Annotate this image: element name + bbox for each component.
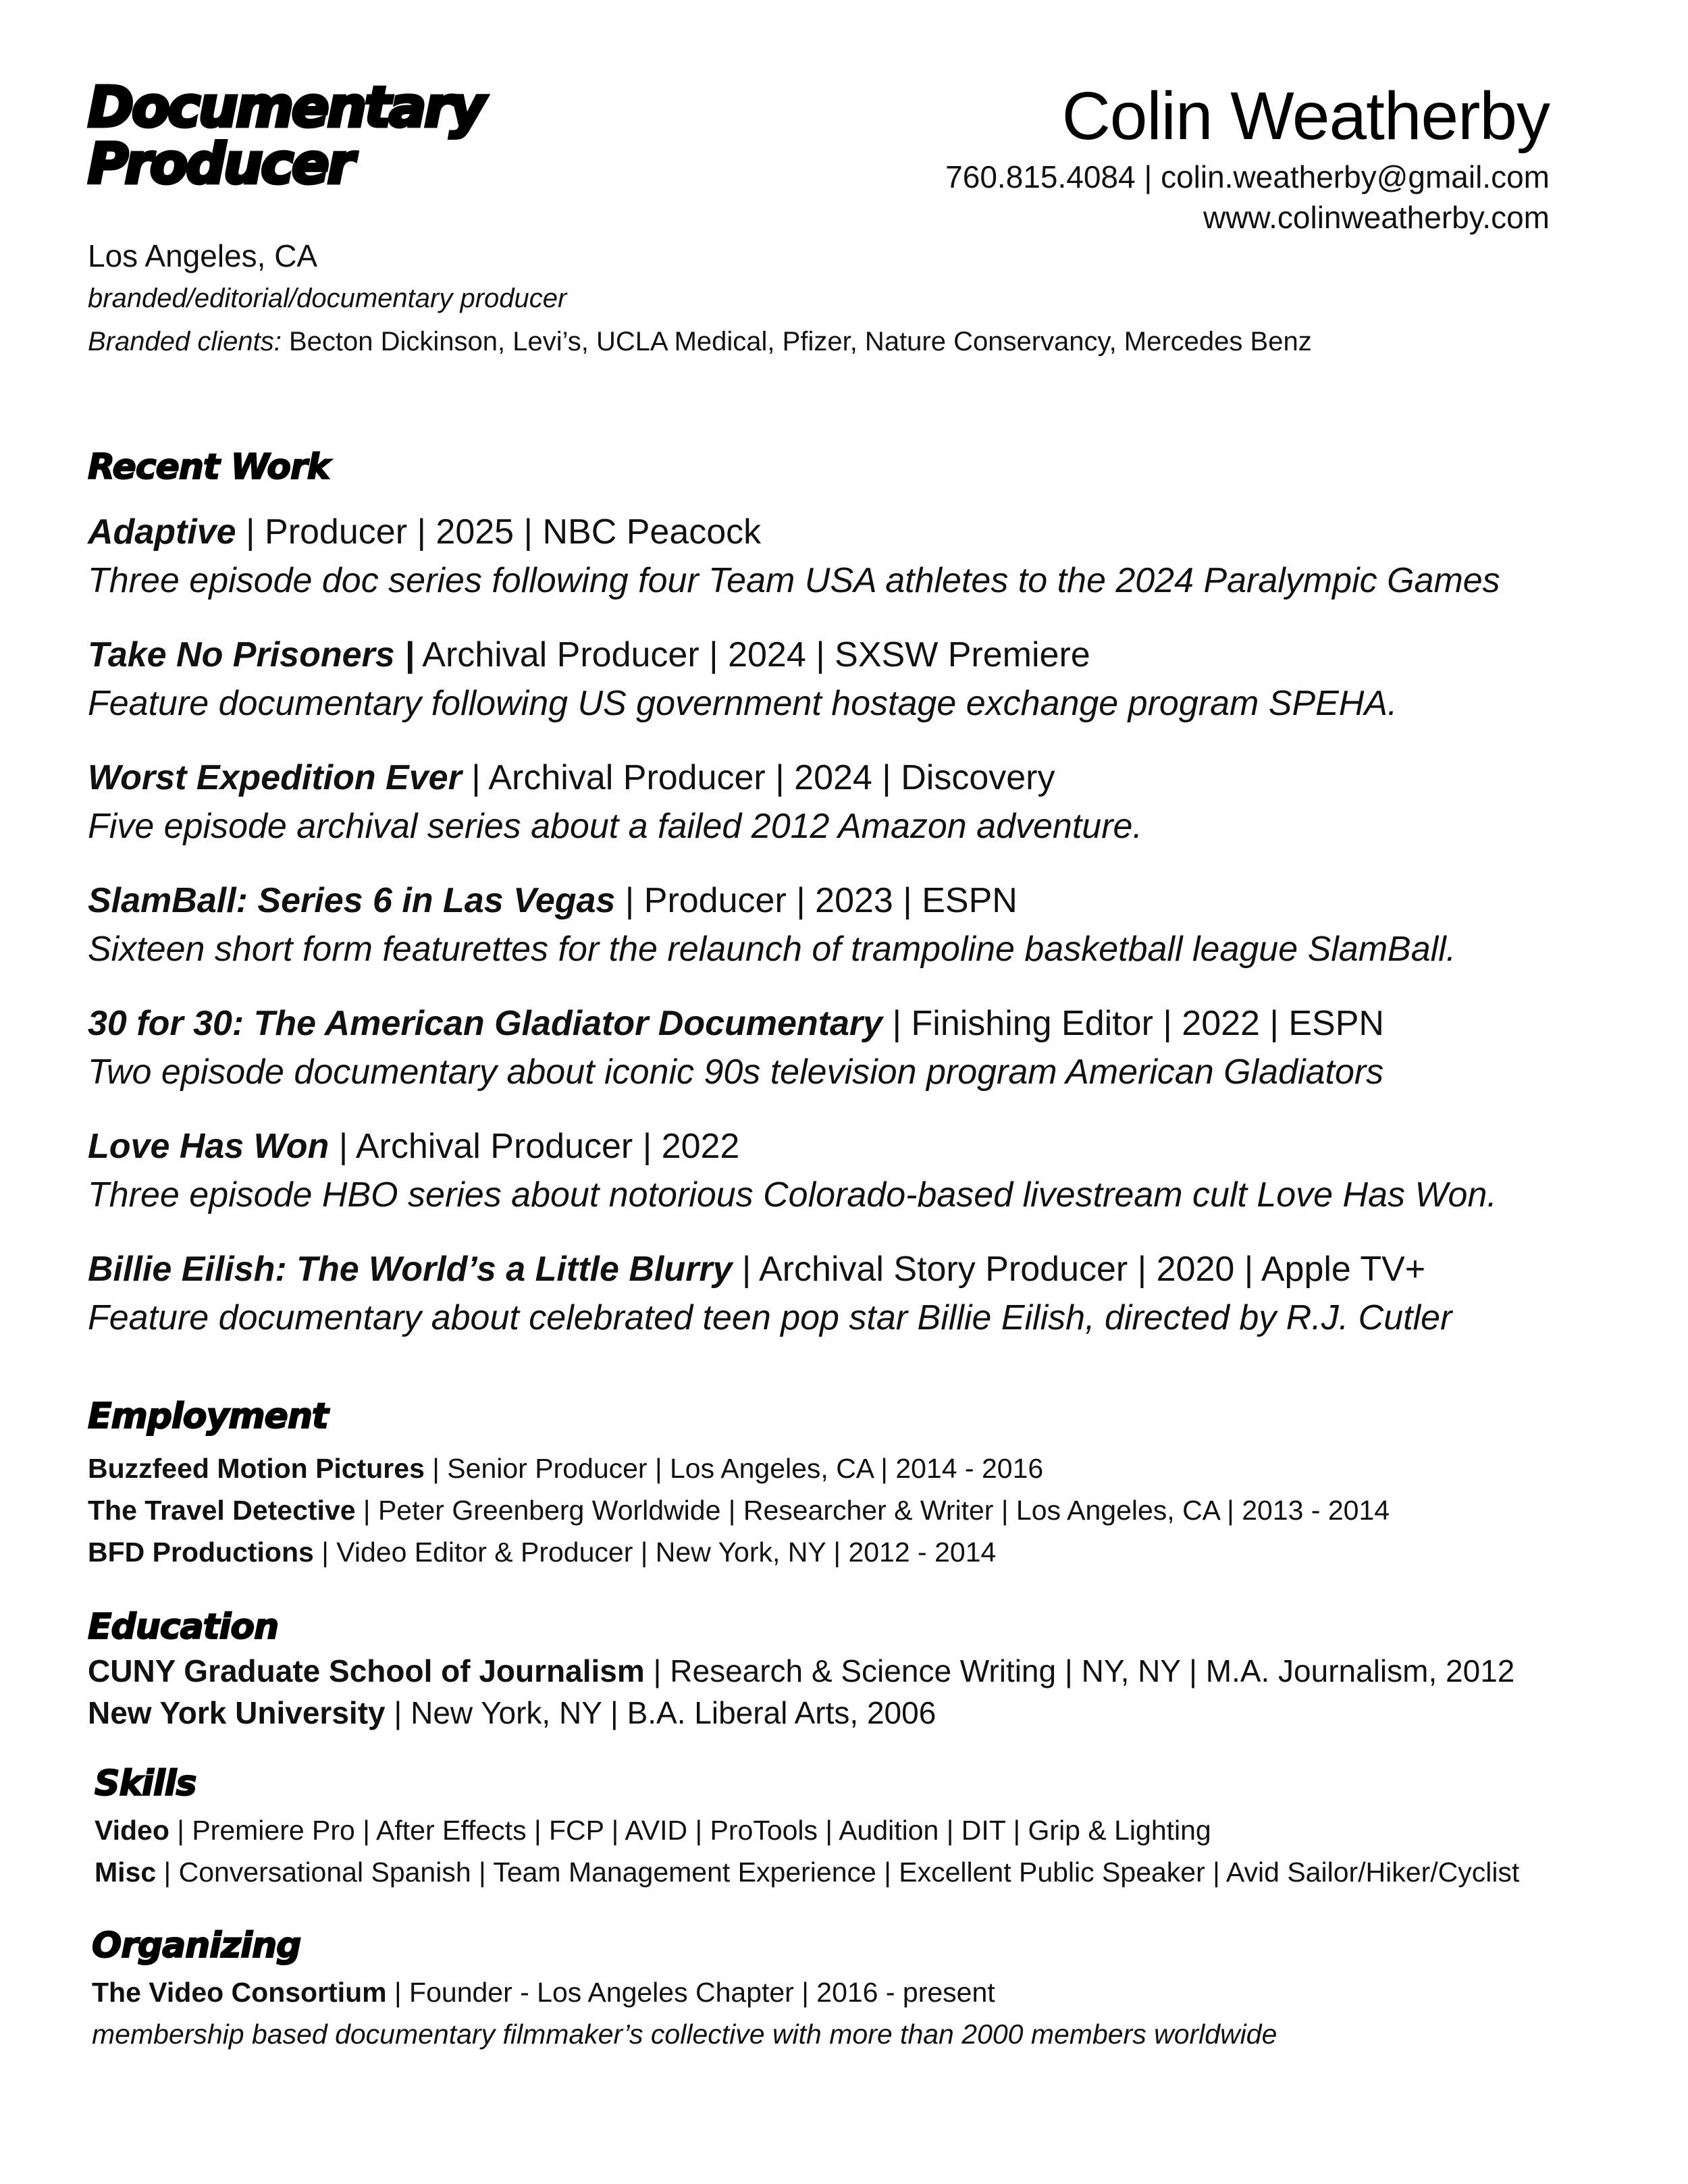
- organizing-heading: Organizing: [92, 1925, 301, 1966]
- work-title: Love Has Won: [88, 1127, 329, 1166]
- contact-block: [945, 76, 1550, 238]
- work-description: Three episode HBO series about notorious Colorado-based livestream cult Love Has Won.: [88, 1175, 1497, 1215]
- job-title-line-1: Documentary: [88, 76, 484, 140]
- organization-name: The Video Consortium: [92, 1977, 387, 2008]
- employment-details: | Peter Greenberg Worldwide | Researcher & Writer | Los Angeles, CA | 2013 - 2014: [355, 1495, 1390, 1526]
- education-heading: Education: [88, 1607, 279, 1647]
- employment-heading: Employment: [88, 1396, 328, 1437]
- intro-block: [88, 235, 1312, 363]
- location: Los Angeles, CA: [88, 238, 318, 273]
- employer-name: Buzzfeed Motion Pictures: [88, 1453, 425, 1484]
- work-item: [88, 999, 1500, 1096]
- person-name: Colin Weatherby: [1061, 78, 1550, 154]
- work-title: Billie Eilish: The World’s a Little Blurry: [88, 1250, 733, 1289]
- recent-work-list: [88, 508, 1500, 1368]
- employment-item: [88, 1447, 1390, 1489]
- skill-category: Video: [95, 1815, 169, 1846]
- work-title: Take No Prisoners |: [88, 635, 415, 674]
- work-description: Sixteen short form featurettes for the relaunch of trampoline basketball league SlamBall.: [88, 930, 1456, 969]
- work-item: [88, 1245, 1500, 1342]
- work-title: Adaptive: [88, 512, 236, 552]
- skills-list: [95, 1809, 1519, 1893]
- recent-work-heading: Recent Work: [88, 447, 330, 487]
- employment-item: [88, 1489, 1390, 1531]
- education-list: [88, 1650, 1514, 1734]
- skills-item: [95, 1809, 1519, 1851]
- website: www.colinweatherby.com: [1203, 200, 1550, 235]
- work-description: Feature documentary following US government hostage exchange program SPEHA.: [88, 684, 1398, 723]
- work-title: Worst Expedition Ever: [88, 758, 462, 797]
- education-item: [88, 1650, 1514, 1692]
- school-name: CUNY Graduate School of Journalism: [88, 1653, 645, 1688]
- clients-list: Becton Dickinson, Levi’s, UCLA Medical, Pfizer, Nature Conservancy, Mercedes Benz: [281, 327, 1312, 356]
- employer-name: The Travel Detective: [88, 1495, 356, 1526]
- job-title-line-2: Producer: [88, 132, 353, 196]
- skill-details: | Conversational Spanish | Team Management Experience | Excellent Public Speaker | Avid Sailor/Hiker/Cyclist: [156, 1857, 1520, 1888]
- work-item: [88, 508, 1500, 605]
- education-details: | New York, NY | B.A. Liberal Arts, 2006: [385, 1695, 937, 1730]
- organizing-item: [92, 1971, 1277, 2013]
- job-title: [88, 76, 484, 196]
- phone-email: 760.815.4084 | colin.weatherby@gmail.com: [945, 159, 1550, 194]
- tagline: branded/editorial/documentary producer: [88, 284, 567, 313]
- education-details: | Research & Science Writing | NY, NY | M.A. Journalism, 2012: [644, 1653, 1515, 1688]
- branded-clients: [88, 320, 1312, 363]
- clients-label: Branded clients:: [88, 327, 282, 356]
- work-description: Feature documentary about celebrated teen pop star Billie Eilish, directed by R.J. Cutler: [88, 1298, 1452, 1337]
- work-details: | Archival Story Producer | 2020 | Apple TV+: [732, 1250, 1426, 1289]
- work-item: [88, 753, 1500, 851]
- work-title: 30 for 30: The American Gladiator Documentary: [88, 1004, 883, 1043]
- work-details: | Archival Producer | 2024 | Discovery: [461, 758, 1055, 797]
- work-details: | Producer | 2025 | NBC Peacock: [236, 512, 762, 552]
- work-details: | Finishing Editor | 2022 | ESPN: [882, 1004, 1384, 1043]
- work-description: Five episode archival series about a failed 2012 Amazon adventure.: [88, 807, 1142, 846]
- skills-item: [95, 1851, 1519, 1893]
- work-item: [88, 1122, 1500, 1219]
- education-item: [88, 1692, 1514, 1734]
- skills-heading: Skills: [95, 1763, 196, 1804]
- employment-item: [88, 1531, 1390, 1573]
- employment-list: [88, 1447, 1390, 1573]
- employer-name: BFD Productions: [88, 1537, 314, 1568]
- organizing-list: [92, 1971, 1277, 2055]
- work-details: Archival Producer | 2024 | SXSW Premiere: [414, 635, 1090, 674]
- work-item: [88, 876, 1500, 974]
- work-title: SlamBall: Series 6 in Las Vegas: [88, 881, 616, 920]
- work-item: [88, 631, 1500, 728]
- skill-details: | Premiere Pro | After Effects | FCP | AVID | ProTools | Audition | DIT | Grip & Lighting: [169, 1815, 1211, 1846]
- skill-category: Misc: [95, 1857, 157, 1888]
- work-details: | Archival Producer | 2022: [329, 1127, 740, 1166]
- work-description: Two episode documentary about iconic 90s television program American Gladiators: [88, 1053, 1384, 1092]
- organization-description: membership based documentary filmmaker’s collective with more than 2000 members worldwide: [92, 2019, 1277, 2050]
- employment-details: | Video Editor & Producer | New York, NY | 2012 - 2014: [313, 1537, 997, 1568]
- employment-details: | Senior Producer | Los Angeles, CA | 2014 - 2016: [424, 1453, 1044, 1484]
- organization-details: | Founder - Los Angeles Chapter | 2016 - present: [386, 1977, 995, 2008]
- work-description: Three episode doc series following four Team USA athletes to the 2024 Paralympic Games: [88, 561, 1500, 600]
- work-details: | Producer | 2023 | ESPN: [615, 881, 1018, 920]
- school-name: New York University: [88, 1695, 386, 1730]
